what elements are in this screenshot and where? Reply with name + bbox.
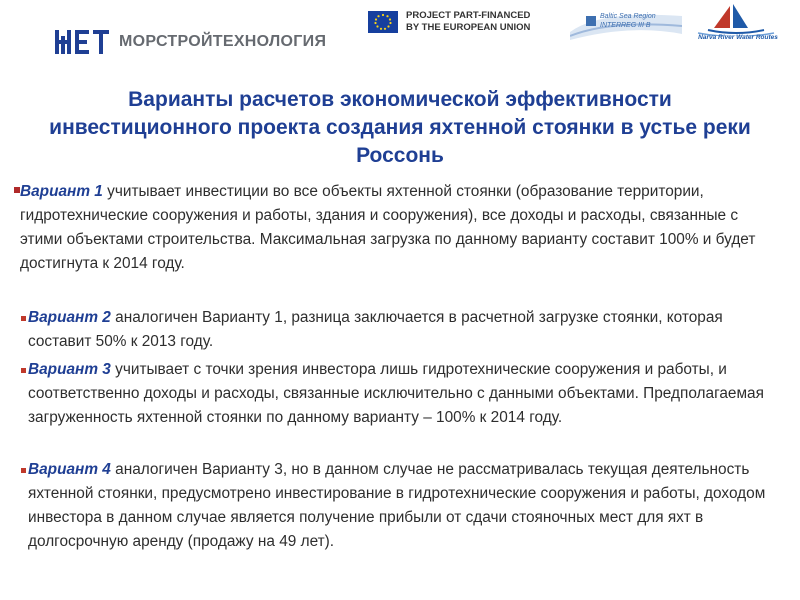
variant-1	[20, 180, 760, 276]
variant-3-name: Вариант 3	[28, 361, 111, 378]
variant-4	[28, 458, 768, 554]
narva-routes-logo	[690, 2, 782, 50]
variant-3-text: учитывает с точки зрения инвестора лишь гидротехнические сооружения и работы, и соответственно доходы и расходы, связанные исключительно с данными объектами. Предполагаемая загруженность яхтенной стоянки по данному варианту – 100% к 2014 году.	[28, 361, 764, 426]
company-logo-mark-icon	[55, 28, 109, 56]
sailboat-icon	[690, 2, 782, 36]
interreg-text: Baltic Sea Region INTERREG III B	[600, 13, 656, 29]
bullet-icon	[21, 368, 26, 373]
bullet-icon	[21, 316, 26, 321]
interreg-logo	[570, 6, 682, 42]
company-name: МОРСТРОЙТЕХНОЛОГИЯ	[119, 33, 327, 50]
variant-1-text: учитывает инвестиции во все объекты яхтенной стоянки (образование территории, гидротехнические сооружения и работы, здания и сооружения), все доходы и расходы, связанные с этими объектами строительства. Максимальная загрузка по данному варианту составит 100% и будет достигнута к 2014 году.	[20, 183, 756, 272]
variant-3	[28, 358, 768, 430]
page-title: Варианты расчетов экономической эффективности инвестиционного проекта создания яхтенной стоянки в устье реки Россонь	[49, 88, 751, 167]
variant-1-name: Вариант 1	[20, 183, 103, 200]
variant-2-text: аналогичен Варианту 1, разница заключается в расчетной загрузке стоянки, которая составит 50% к 2013 году.	[28, 309, 723, 350]
eu-funding-text: PROJECT PART-FINANCED BY THE EUROPEAN UNION	[406, 10, 531, 33]
variant-2-name: Вариант 2	[28, 309, 111, 326]
narva-routes-text: Narva River Water Routes	[698, 34, 778, 41]
bullet-icon	[21, 468, 26, 473]
company-logo	[55, 28, 326, 56]
variant-4-name: Вариант 4	[28, 461, 111, 478]
bullet-icon	[14, 187, 20, 193]
eu-flag-icon	[368, 11, 398, 33]
variant-4-text: аналогичен Варианту 3, но в данном случае не рассматривалась текущая деятельность яхтенной стоянки, предусмотрено инвестирование в гидротехнические сооружения и работы, доходом инвестора в данном случае является получение прибыли от сдачи стояночных мест для яхт в долгосрочную аренду (продажу на 49 лет).	[28, 461, 766, 550]
variant-2	[28, 306, 778, 354]
eu-funding-logo	[368, 10, 530, 34]
